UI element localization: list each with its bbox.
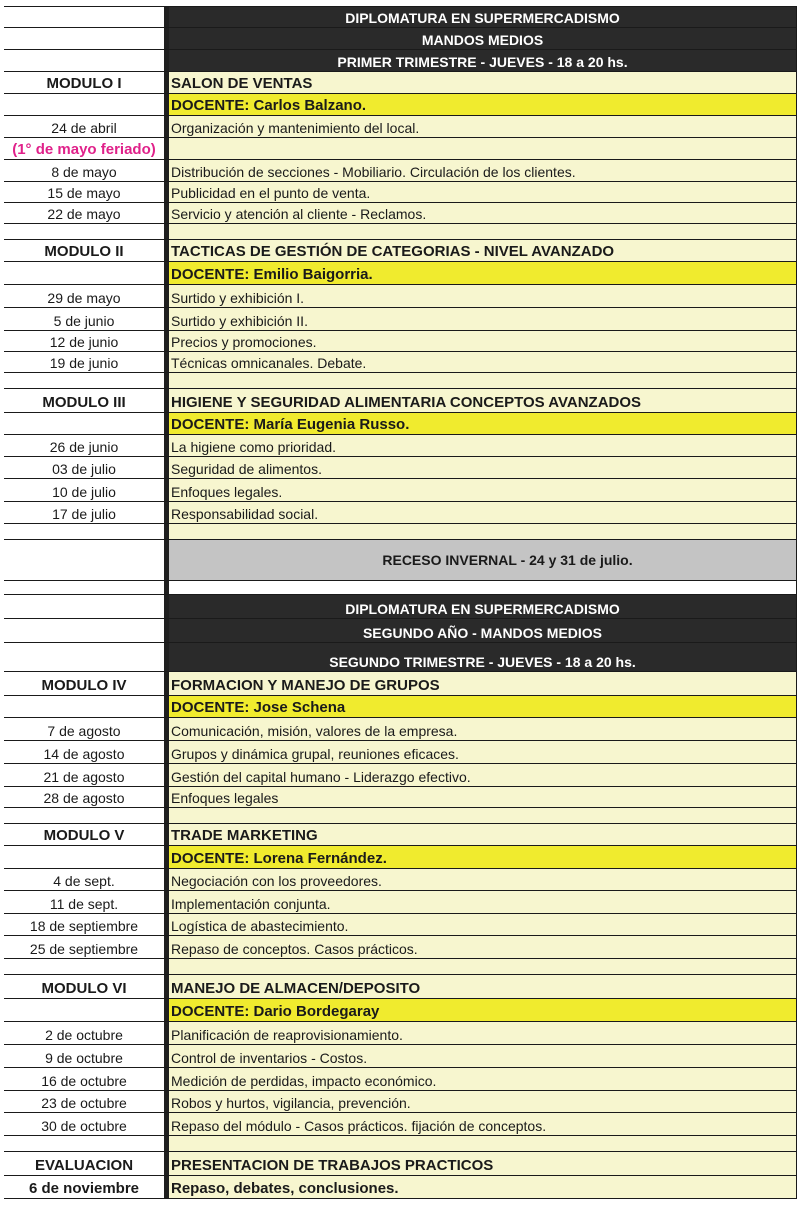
spacer-row bbox=[4, 581, 797, 595]
session-topic: Comunicación, misión, valores de la empresa. bbox=[169, 718, 797, 740]
session-row bbox=[4, 914, 797, 936]
evaluation-row bbox=[4, 1152, 797, 1176]
section-header-row bbox=[4, 50, 797, 72]
session-date: 5 de junio bbox=[4, 308, 164, 330]
module-label: EVALUACION bbox=[4, 1152, 164, 1175]
module-label: MODULO V bbox=[4, 824, 164, 845]
empty-cell bbox=[4, 959, 164, 974]
section-title: PRIMER TRIMESTRE - JUEVES - 18 a 20 hs. bbox=[169, 50, 797, 71]
module-label: MODULO III bbox=[4, 389, 164, 412]
spacer-row bbox=[4, 524, 797, 540]
session-date: 22 de mayo bbox=[4, 203, 164, 223]
empty-cell bbox=[4, 619, 164, 642]
session-topic: Precios y promociones. bbox=[169, 331, 797, 351]
session-row bbox=[4, 203, 797, 224]
teacher-row bbox=[4, 94, 797, 116]
teacher-row bbox=[4, 846, 797, 869]
empty-cell bbox=[4, 524, 164, 539]
module-row bbox=[4, 824, 797, 846]
session-date: 10 de julio bbox=[4, 479, 164, 501]
schedule-table bbox=[4, 6, 797, 1199]
session-date: 29 de mayo bbox=[4, 285, 164, 307]
holiday-note: (1° de mayo feriado) bbox=[4, 138, 164, 159]
session-topic: Servicio y atención al cliente - Reclamos. bbox=[169, 203, 797, 223]
evaluation-row bbox=[4, 1176, 797, 1199]
empty-cell bbox=[4, 224, 164, 239]
teacher-name: DOCENTE: Lorena Fernández. bbox=[169, 846, 797, 868]
holiday-note-row bbox=[4, 138, 797, 160]
session-date: 25 de septiembre bbox=[4, 936, 164, 958]
empty-cell bbox=[169, 224, 797, 239]
module-row bbox=[4, 975, 797, 999]
empty-cell bbox=[169, 524, 797, 539]
session-topic: Grupos y dinámica grupal, reuniones eficaces. bbox=[169, 741, 797, 763]
teacher-name: DOCENTE: Carlos Balzano. bbox=[169, 94, 797, 115]
empty-cell bbox=[4, 595, 164, 618]
module-row bbox=[4, 72, 797, 94]
session-row bbox=[4, 1091, 797, 1113]
empty-cell bbox=[169, 1136, 797, 1151]
session-topic: Responsabilidad social. bbox=[169, 502, 797, 523]
session-topic: Surtido y exhibición I. bbox=[169, 285, 797, 307]
empty-cell bbox=[169, 373, 797, 388]
session-row bbox=[4, 891, 797, 914]
section-header-row bbox=[4, 595, 797, 619]
session-date: 8 de mayo bbox=[4, 160, 164, 181]
section-title: SEGUNDO TRIMESTRE - JUEVES - 18 a 20 hs. bbox=[169, 643, 797, 671]
session-row bbox=[4, 741, 797, 764]
session-topic: Repaso de conceptos. Casos prácticos. bbox=[169, 936, 797, 958]
empty-cell bbox=[4, 50, 164, 71]
module-title: TRADE MARKETING bbox=[169, 824, 797, 845]
session-topic: Técnicas omnicanales. Debate. bbox=[169, 352, 797, 372]
teacher-name: DOCENTE: María Eugenia Russo. bbox=[169, 413, 797, 434]
empty-cell bbox=[4, 696, 164, 717]
session-row bbox=[4, 1113, 797, 1136]
section-title: MANDOS MEDIOS bbox=[169, 28, 797, 49]
empty-cell bbox=[4, 540, 164, 580]
session-date: 18 de septiembre bbox=[4, 914, 164, 935]
spacer-row bbox=[4, 1136, 797, 1152]
empty-cell bbox=[4, 808, 164, 823]
module-title: MANEJO DE ALMACEN/DEPOSITO bbox=[169, 975, 797, 998]
session-date: 11 de sept. bbox=[4, 891, 164, 913]
session-date: 30 de octubre bbox=[4, 1113, 164, 1135]
empty-cell bbox=[4, 94, 164, 115]
module-row bbox=[4, 672, 797, 696]
empty-cell bbox=[169, 959, 797, 974]
session-date: 12 de junio bbox=[4, 331, 164, 351]
session-row bbox=[4, 787, 797, 808]
session-row bbox=[4, 1068, 797, 1091]
module-title: SALON DE VENTAS bbox=[169, 72, 797, 93]
session-date: 16 de octubre bbox=[4, 1068, 164, 1090]
session-topic: Medición de perdidas, impacto económico. bbox=[169, 1068, 797, 1090]
session-row bbox=[4, 479, 797, 502]
teacher-name: DOCENTE: Emilio Baigorria. bbox=[169, 262, 797, 284]
teacher-name: DOCENTE: Dario Bordegaray bbox=[169, 999, 797, 1021]
empty-cell bbox=[4, 262, 164, 284]
session-row bbox=[4, 160, 797, 182]
empty-cell bbox=[4, 999, 164, 1021]
teacher-row bbox=[4, 413, 797, 435]
recess-text: RECESO INVERNAL - 24 y 31 de julio. bbox=[169, 540, 797, 580]
session-date: 24 de abril bbox=[4, 116, 164, 137]
teacher-row bbox=[4, 262, 797, 285]
session-row bbox=[4, 285, 797, 308]
section-title: DIPLOMATURA EN SUPERMERCADISMO bbox=[169, 595, 797, 618]
session-row bbox=[4, 502, 797, 524]
session-row bbox=[4, 764, 797, 787]
session-topic: Implementación conjunta. bbox=[169, 891, 797, 913]
section-header-row bbox=[4, 28, 797, 50]
empty-cell bbox=[169, 138, 797, 159]
session-date: 14 de agosto bbox=[4, 741, 164, 763]
session-row bbox=[4, 936, 797, 959]
session-date: 28 de agosto bbox=[4, 787, 164, 807]
session-row bbox=[4, 1022, 797, 1045]
session-date: 26 de junio bbox=[4, 435, 164, 456]
session-row bbox=[4, 182, 797, 203]
empty-cell bbox=[4, 1136, 164, 1151]
session-date: 19 de junio bbox=[4, 352, 164, 372]
session-row bbox=[4, 869, 797, 891]
module-title: HIGIENE Y SEGURIDAD ALIMENTARIA CONCEPTOS AVANZADOS bbox=[169, 389, 797, 412]
recess-row bbox=[4, 540, 797, 581]
session-row bbox=[4, 718, 797, 741]
teacher-row bbox=[4, 696, 797, 718]
empty-cell bbox=[4, 373, 164, 388]
session-date: 23 de octubre bbox=[4, 1091, 164, 1112]
module-row bbox=[4, 240, 797, 262]
module-label: MODULO IV bbox=[4, 672, 164, 695]
session-topic: Enfoques legales bbox=[169, 787, 797, 807]
module-label: 6 de noviembre bbox=[4, 1176, 164, 1198]
section-title: DIPLOMATURA EN SUPERMERCADISMO bbox=[169, 7, 797, 27]
session-row bbox=[4, 308, 797, 331]
session-row bbox=[4, 116, 797, 138]
module-title: FORMACION Y MANEJO DE GRUPOS bbox=[169, 672, 797, 695]
empty-cell bbox=[4, 643, 164, 671]
session-topic: La higiene como prioridad. bbox=[169, 435, 797, 456]
session-date: 17 de julio bbox=[4, 502, 164, 523]
session-topic: Gestión del capital humano - Liderazgo efectivo. bbox=[169, 764, 797, 786]
session-topic: Planificación de reaprovisionamiento. bbox=[169, 1022, 797, 1044]
module-title: TACTICAS DE GESTIÓN DE CATEGORIAS - NIVEL AVANZADO bbox=[169, 240, 797, 261]
session-topic: Robos y hurtos, vigilancia, prevención. bbox=[169, 1091, 797, 1112]
spacer-row bbox=[4, 808, 797, 824]
session-topic: Control de inventarios - Costos. bbox=[169, 1045, 797, 1067]
module-label: MODULO VI bbox=[4, 975, 164, 998]
empty-cell bbox=[4, 581, 164, 594]
session-row bbox=[4, 1045, 797, 1068]
spacer-row bbox=[4, 224, 797, 240]
section-header-row bbox=[4, 643, 797, 672]
session-date: 21 de agosto bbox=[4, 764, 164, 786]
spacer-row bbox=[4, 959, 797, 975]
session-topic: Surtido y exhibición II. bbox=[169, 308, 797, 330]
session-date: 2 de octubre bbox=[4, 1022, 164, 1044]
evaluation-text: PRESENTACION DE TRABAJOS PRACTICOS bbox=[169, 1152, 797, 1175]
empty-cell bbox=[4, 7, 164, 27]
session-topic: Logística de abastecimiento. bbox=[169, 914, 797, 935]
session-topic: Enfoques legales. bbox=[169, 479, 797, 501]
section-header-row bbox=[4, 6, 797, 28]
session-row bbox=[4, 435, 797, 457]
evaluation-text: Repaso, debates, conclusiones. bbox=[169, 1176, 797, 1198]
teacher-row bbox=[4, 999, 797, 1022]
session-row bbox=[4, 331, 797, 352]
teacher-name: DOCENTE: Jose Schena bbox=[169, 696, 797, 717]
empty-cell bbox=[169, 581, 797, 594]
empty-cell bbox=[4, 846, 164, 868]
session-row bbox=[4, 352, 797, 373]
module-label: MODULO II bbox=[4, 240, 164, 261]
section-header-row bbox=[4, 619, 797, 643]
session-topic: Organización y mantenimiento del local. bbox=[169, 116, 797, 137]
module-label: MODULO I bbox=[4, 72, 164, 93]
session-topic: Repaso del módulo - Casos prácticos. fijación de conceptos. bbox=[169, 1113, 797, 1135]
session-date: 15 de mayo bbox=[4, 182, 164, 202]
session-row bbox=[4, 457, 797, 479]
empty-cell bbox=[4, 28, 164, 49]
session-date: 4 de sept. bbox=[4, 869, 164, 890]
session-date: 7 de agosto bbox=[4, 718, 164, 740]
session-date: 9 de octubre bbox=[4, 1045, 164, 1067]
session-topic: Publicidad en el punto de venta. bbox=[169, 182, 797, 202]
empty-cell bbox=[4, 413, 164, 434]
section-title: SEGUNDO AÑO - MANDOS MEDIOS bbox=[169, 619, 797, 642]
session-topic: Seguridad de alimentos. bbox=[169, 457, 797, 478]
spacer-row bbox=[4, 373, 797, 389]
module-row bbox=[4, 389, 797, 413]
session-topic: Negociación con los proveedores. bbox=[169, 869, 797, 890]
session-topic: Distribución de secciones - Mobiliario. Circulación de los clientes. bbox=[169, 160, 797, 181]
session-date: 03 de julio bbox=[4, 457, 164, 478]
empty-cell bbox=[169, 808, 797, 823]
